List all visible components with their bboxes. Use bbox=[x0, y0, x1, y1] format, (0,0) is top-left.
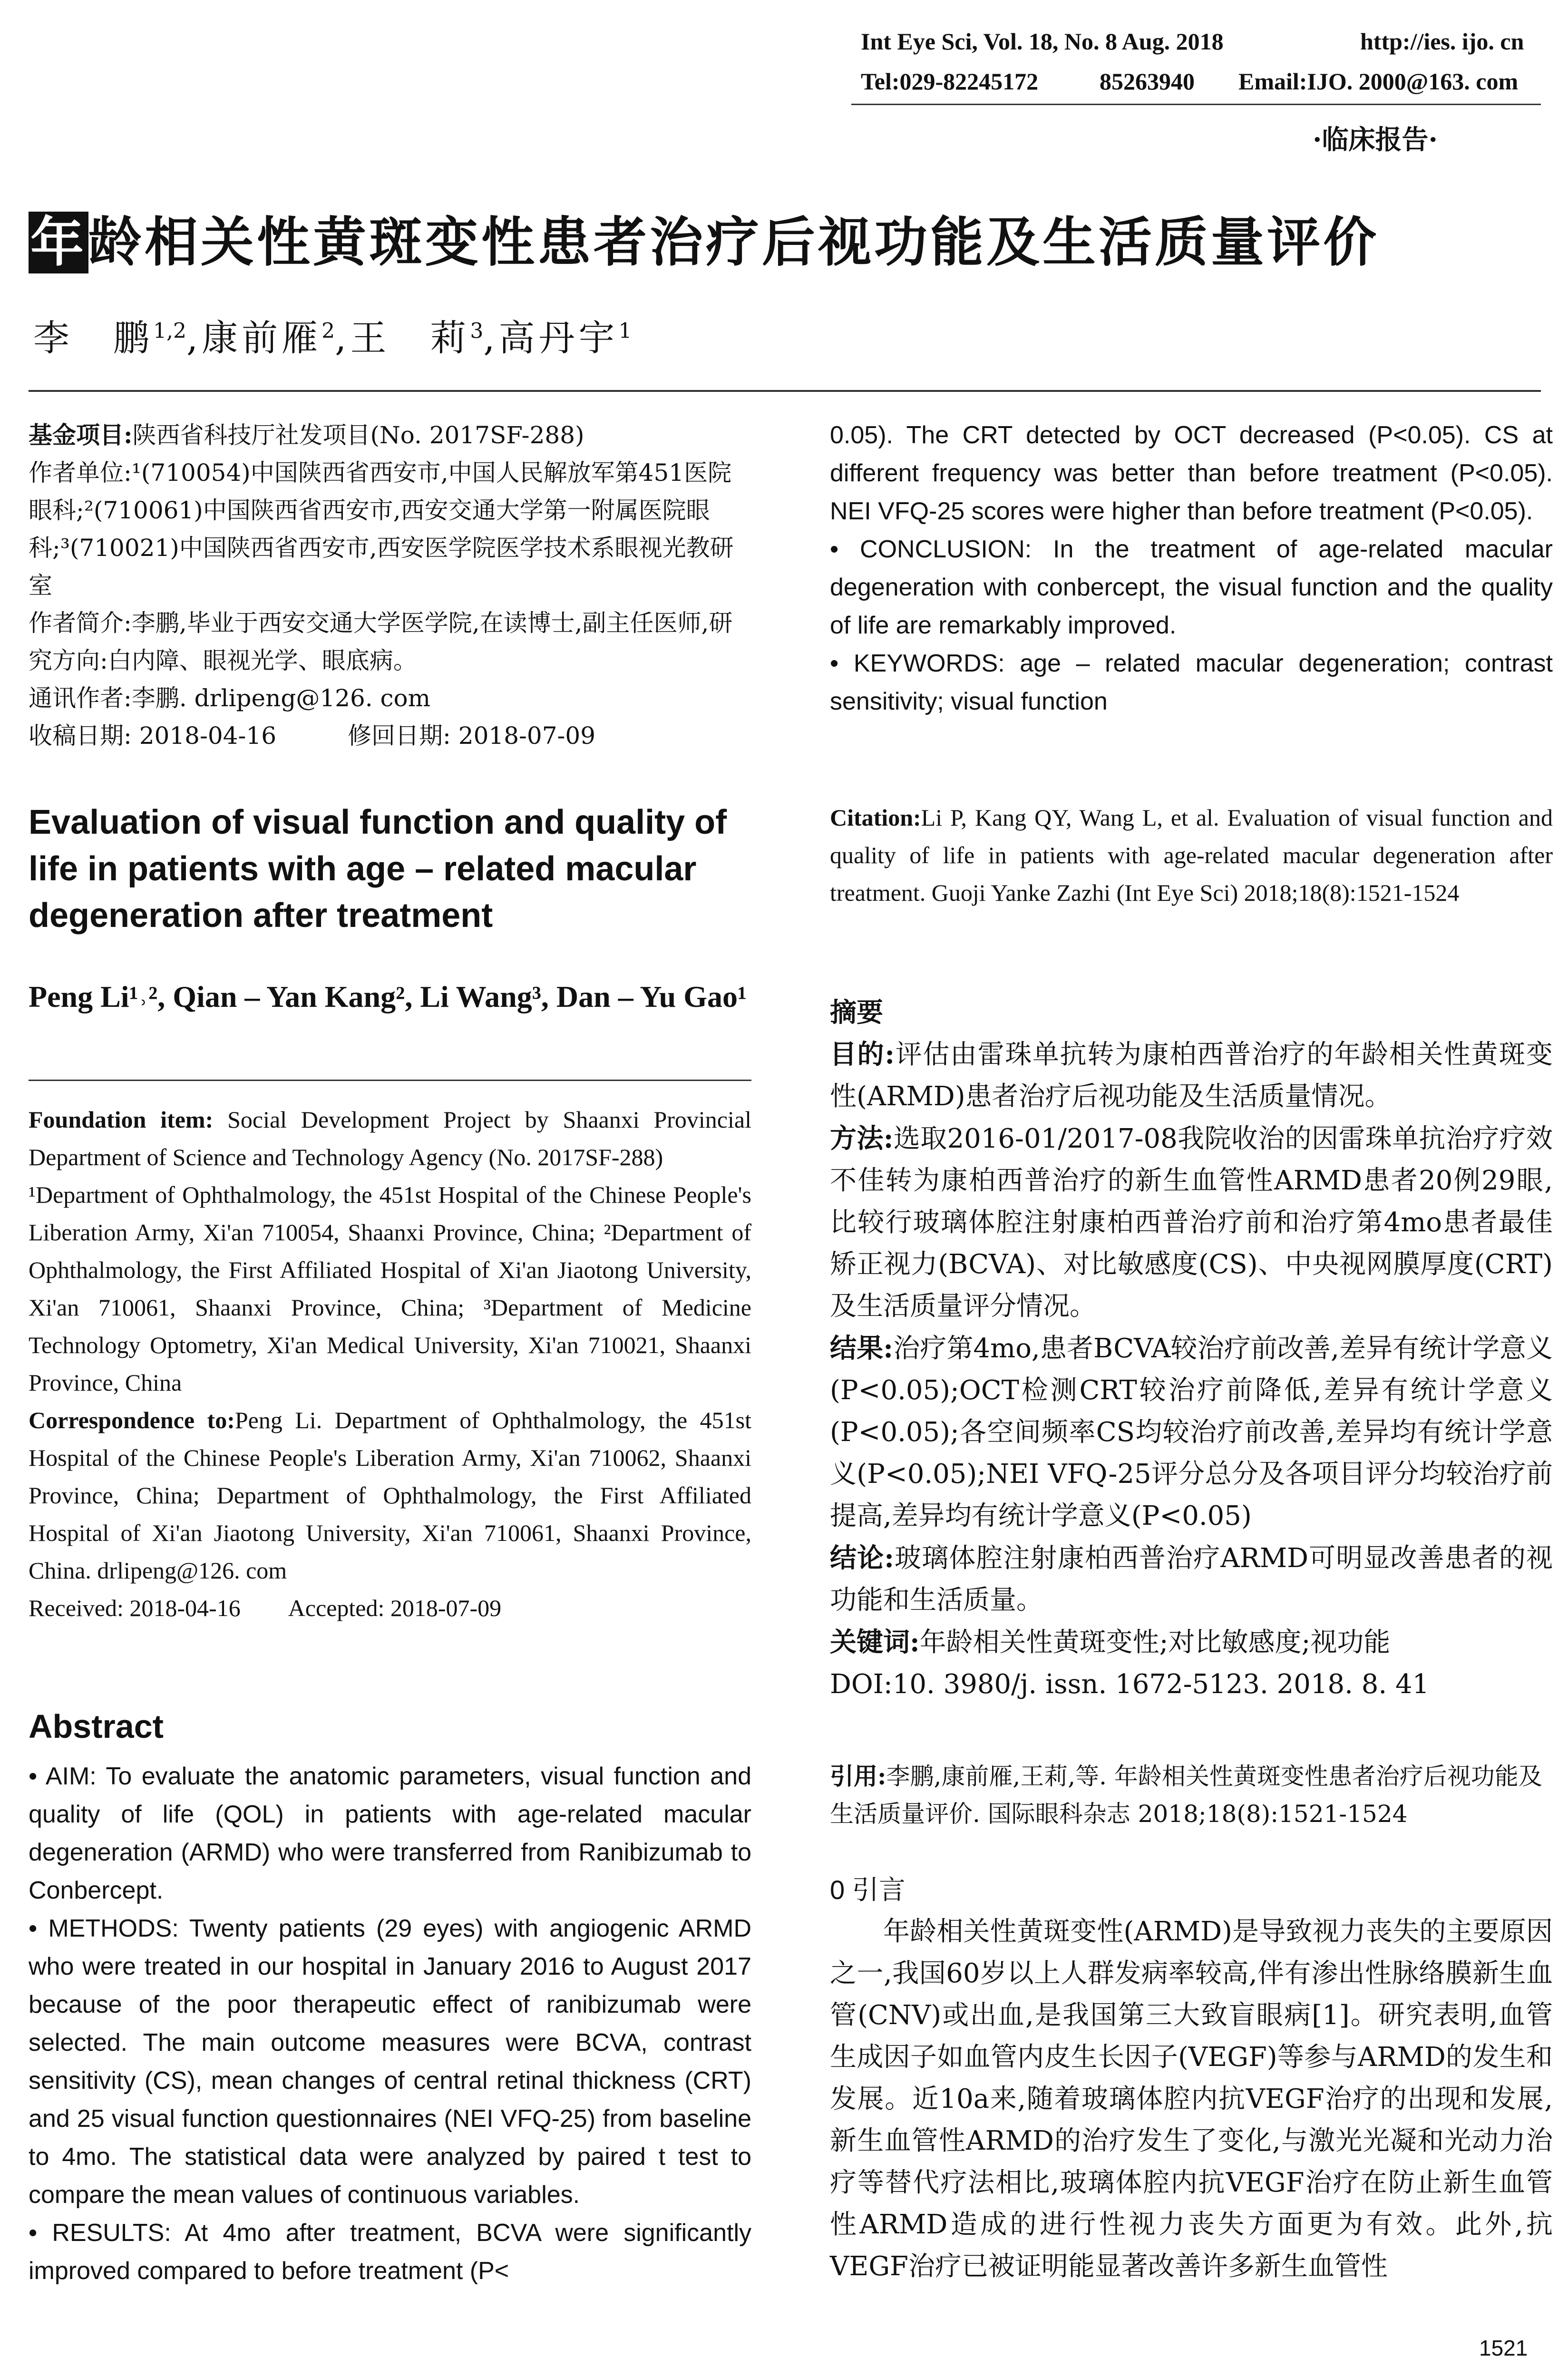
cn-abstract-results: 结果:治疗第4mo,患者BCVA较治疗前改善,差异有统计学意义(P<0.05);OCT检测CRT较治疗前降低,差异有统计学意义(P<0.05);各空间频率CS均较治疗前改善,差异均有统计学意义(P<0.05);NEI VFQ-25评分总分及各项目评分均较治疗前提高,差异均有统计学意义(P<0.05) bbox=[830, 1333, 1553, 1531]
cn-abstract-methods: 方法:选取2016-01/2017-08我院收治的因雷珠单抗治疗疗效不佳转为康柏西普治疗的新生血管性ARMD患者20例29眼,比较行玻璃体腔注射康柏西普治疗前和治疗第4mo患者最佳矫正视力(BCVA)、对比敏感度(CS)、中央视网膜厚度(CRT)及生活质量评分情况。 bbox=[830, 1123, 1553, 1322]
doi: DOI:10. 3980/j. issn. 1672-5123. 2018. 8. 41 bbox=[830, 1669, 1430, 1700]
title-first-char: 年 bbox=[29, 212, 88, 273]
abstract-conclusion: • CONCLUSION: In the treatment of age-related macular degeneration with conbercept, the visual function and the quality of life are remarkably improved. bbox=[830, 536, 1553, 639]
page-number: 1521 bbox=[1479, 2336, 1528, 2360]
english-title: Evaluation of visual function and quality of life in patients with age – related macular degeneration after treatment bbox=[29, 803, 727, 935]
meta-author-bio: 作者简介:李鹏,毕业于西安交通大学医学院,在读博士,副主任医师,研究方向:白内障、眼视光学、眼底病。 bbox=[29, 609, 733, 674]
affiliations: ¹Department of Ophthalmology, the 451st Hospital of the Chinese People's Liberation Army, Xi'an 710054, Shaanxi Province, China; ²Department of Ophthalmology, the First Affiliated Hospital of Xi'an Jiaotong University, Xi'an 710061, Shaanxi Province, China; ³Department of Medicine Technology Optometry, Xi'an Medical University, Xi'an 710021, Shaanxi Province, China bbox=[29, 1181, 751, 1396]
title-rule bbox=[29, 390, 1541, 392]
section-tag: ·临床报告· bbox=[1313, 124, 1438, 156]
author-sup: 3 bbox=[470, 319, 484, 343]
citation bbox=[830, 799, 1553, 912]
journal-info: Int Eye Sci, Vol. 18, No. 8 Aug. 2018 bbox=[861, 28, 1224, 55]
abstract-heading: Abstract bbox=[29, 1708, 164, 1745]
cn-abstract-keywords: 关键词:年龄相关性黄斑变性;对比敏感度;视功能 bbox=[830, 1627, 1391, 1658]
abstract-keywords: • KEYWORDS: age – related macular degeneration; contrast sensitivity; visual function bbox=[830, 650, 1553, 715]
page-title bbox=[29, 200, 1379, 276]
received-accepted: Received: 2018-04-16 Accepted: 2018-07-09 bbox=[29, 1595, 502, 1621]
meta-correspondence: 通讯作者:李鹏. drlipeng@126. com bbox=[29, 684, 431, 712]
abstract-left bbox=[29, 1757, 751, 2290]
header-rule bbox=[851, 104, 1541, 105]
abstract-results-cont: 0.05). The CRT detected by OCT decreased (P<0.05). CS at different frequency was better than before treatment (P<0.05). NEI VFQ-25 scores were higher than before treatment (P<0.05). bbox=[830, 421, 1553, 525]
author-sup: 2 bbox=[321, 319, 335, 343]
left-meta bbox=[29, 416, 751, 755]
journal-tel: Tel:029-82245172 bbox=[861, 68, 1039, 95]
cn-abstract-conclusion: 结论:玻璃体腔注射康柏西普治疗ARMD可明显改善患者的视功能和生活质量。 bbox=[830, 1542, 1553, 1616]
left-en-meta bbox=[29, 1101, 751, 1627]
cn-citation-text: 李鹏,康前雁,王莉,等. 年龄相关性黄斑变性患者治疗后视功能及生活质量评价. 国际眼科杂志 2018;18(8):1521-1524 bbox=[830, 1763, 1542, 1828]
foundation-item: Foundation item: Social Development Project by Shaanxi Provincial Department of Science and Technology Agency (No. 2017SF-288) bbox=[29, 1106, 751, 1170]
journal-email: Email:IJO. 2000@163. com bbox=[1238, 68, 1519, 95]
authors-cn bbox=[33, 309, 632, 361]
title-rest: 龄相关性黄斑变性患者治疗后视功能及生活质量评价 bbox=[88, 212, 1379, 273]
abstract-methods: • METHODS: Twenty patients (29 eyes) with angiogenic ARMD who were treated in our hospital in January 2016 to August 2017 because of the poor therapeutic effect of ranibizumab were selected. The main outcome measures were BCVA, contrast sensitivity (CS), mean changes of central retinal thickness (CRT) and 25 visual function questionnaires (NEI VFQ-25) from baseline to 4mo. The statistical data were analyzed by paired t test to compare the mean values of continuous variables. bbox=[29, 1915, 751, 2209]
meta-affiliation: 作者单位:¹(710054)中国陕西省西安市,中国人民解放军第451医院眼科;²(710061)中国陕西省西安市,西安交通大学第一附属医院眼科;³(710021)中国陕西省西安市,西安医学院医学技术系眼视光教研室 bbox=[29, 459, 734, 599]
meta-foundation: 基金项目:陕西省科技厅社发项目(No. 2017SF-288) bbox=[29, 421, 584, 449]
meta-dates: 收稿日期: 2018-04-16 修回日期: 2018-07-09 bbox=[29, 722, 596, 750]
english-authors: Peng Li¹˒², Qian – Yan Kang², Li Wang³, Dan – Yu Gao¹ bbox=[29, 980, 747, 1013]
left-rule bbox=[29, 1080, 751, 1081]
cn-abstract-aim: 目的:评估由雷珠单抗转为康柏西普治疗的年龄相关性黄斑变性(ARMD)患者治疗后视功能及生活质量情况。 bbox=[830, 1039, 1553, 1112]
intro-text: 年龄相关性黄斑变性(ARMD)是导致视力丧失的主要原因之一,我国60岁以上人群发病率较高,伴有渗出性脉络膜新生血管(CNV)或出血,是我国第三大致盲眼病[1]。研究表明,血管生成因子如血管内皮生长因子(VEGF)等参与ARMD的发生和发展。近10a来,随着玻璃体腔内抗VEGF治疗的出现和发展,新生血管性ARMD的治疗发生了变化,与激光光凝和光动力治疗等替代疗法相比,玻璃体腔内抗VEGF治疗在防止新生血管性ARMD造成的进行性视力丧失方面更为有效。此外,抗VEGF治疗已被证明能显著改善许多新生血管性 bbox=[830, 1916, 1553, 2282]
abstract-right bbox=[830, 416, 1553, 721]
author-name: ,康前雁 bbox=[186, 317, 322, 359]
cn-abstract-heading: 摘要 bbox=[830, 997, 883, 1028]
cn-abstract bbox=[830, 992, 1553, 1705]
journal-url: http://ies. ijo. cn bbox=[1360, 28, 1524, 55]
author-name: 李 鹏 bbox=[33, 317, 153, 359]
intro-heading: 0 引言 bbox=[830, 1875, 906, 1905]
author-name: ,王 莉 bbox=[335, 317, 470, 359]
journal-tel2: 85263940 bbox=[1100, 68, 1195, 95]
author-sup: 1,2 bbox=[153, 319, 186, 343]
cn-citation-label: 引用: bbox=[830, 1762, 886, 1790]
abstract-aim: • AIM: To evaluate the anatomic parameters, visual function and quality of life (QOL) in patients with age-related macular degeneration (ARMD) who were transferred from Ranibizumab to Conbercept. bbox=[29, 1763, 751, 1904]
introduction bbox=[830, 1869, 1553, 2288]
author-sup: 1 bbox=[618, 319, 632, 343]
citation-label: Citation: bbox=[830, 804, 921, 831]
citation-text: Li P, Kang QY, Wang L, et al. Evaluation of visual function and quality of life in patients with age-related macular degeneration after treatment. Guoji Yanke Zazhi (Int Eye Sci) 2018;18(8):1521-1524 bbox=[830, 804, 1553, 906]
abstract-results: • RESULTS: At 4mo after treatment, BCVA were significantly improved compared to before treatment (P< bbox=[29, 2219, 751, 2285]
correspondence: Correspondence to:Peng Li. Department of Ophthalmology, the 451st Hospital of the Chinese People's Liberation Army, Xi'an 710062, Shaanxi Province, China; Department of Ophthalmology, the First Affiliated Hospital of Xi'an Jiaotong University, Xi'an 710061, Shaanxi Province, China. drlipeng@126. com bbox=[29, 1407, 751, 1584]
cn-citation bbox=[830, 1757, 1553, 1833]
author-name: ,高丹宇 bbox=[483, 317, 619, 359]
